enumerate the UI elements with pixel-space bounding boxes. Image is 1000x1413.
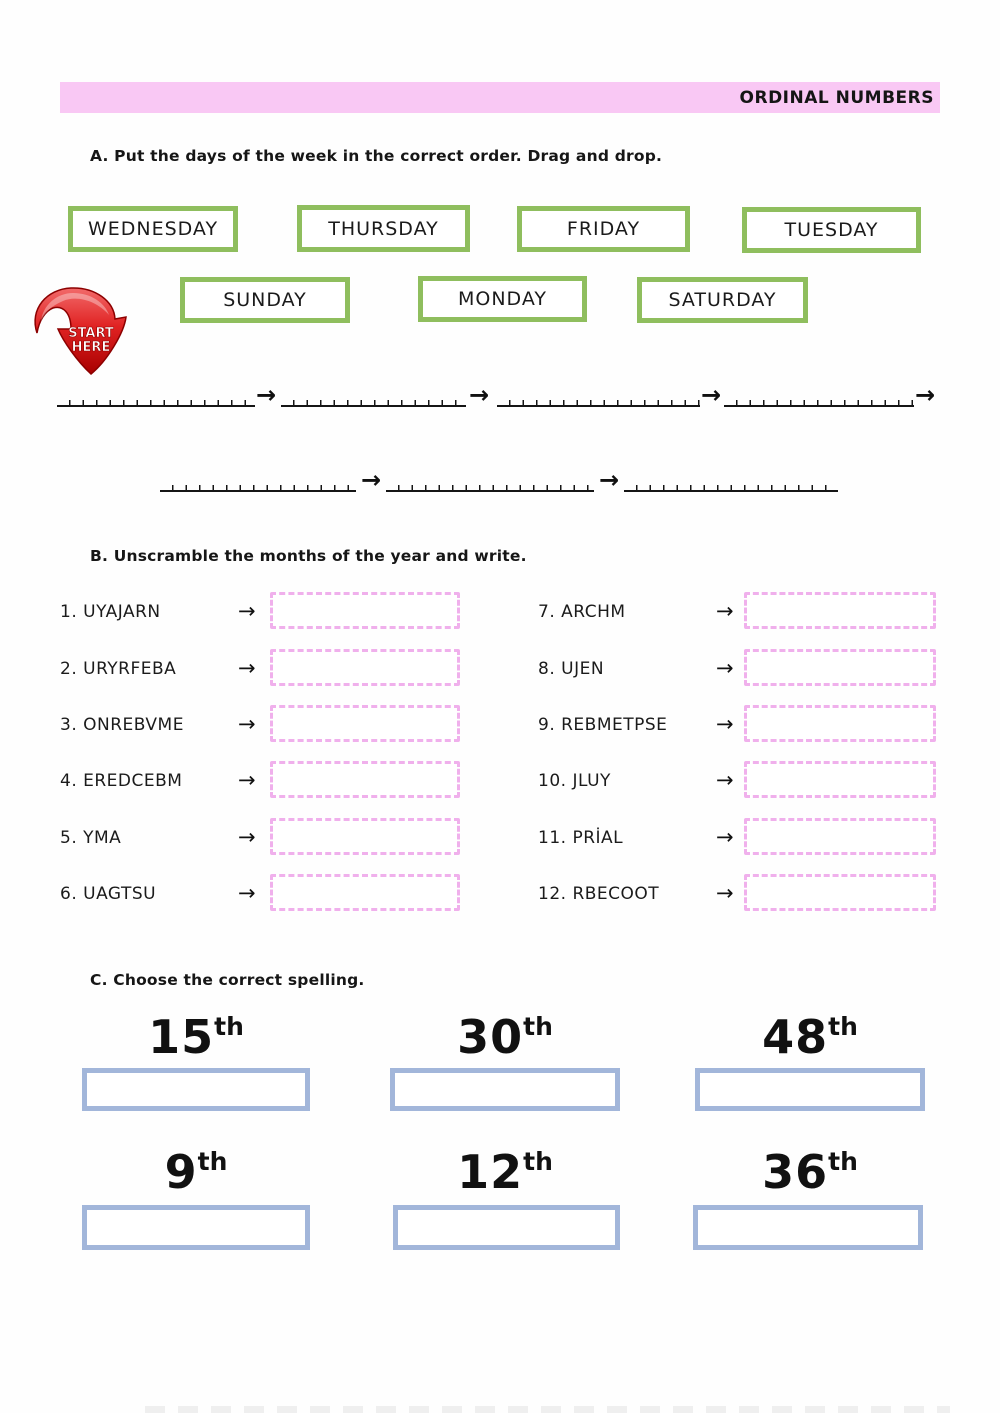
- month-answer-input-4[interactable]: [270, 761, 460, 798]
- spelling-select-48th[interactable]: [695, 1068, 925, 1111]
- spelling-select-9th[interactable]: [82, 1205, 310, 1250]
- arrow-icon: →: [238, 599, 256, 623]
- day-chip-thursday[interactable]: THURSDAY: [297, 205, 470, 252]
- answer-blank-5[interactable]: [160, 470, 356, 492]
- month-answer-input-3[interactable]: [270, 705, 460, 742]
- section-a-heading: A. Put the days of the week in the correct order. Drag and drop.: [90, 147, 663, 165]
- day-chip-sunday[interactable]: SUNDAY: [180, 277, 350, 323]
- start-here-label-1: START: [68, 326, 114, 341]
- scrambled-word-3: 3. ONREBVME: [60, 715, 184, 735]
- month-answer-input-7[interactable]: [744, 592, 936, 629]
- scrambled-word-5: 5. YMA: [60, 828, 122, 848]
- arrow-icon: →: [238, 712, 256, 736]
- month-answer-input-1[interactable]: [270, 592, 460, 629]
- arrow-icon: →: [469, 381, 490, 409]
- arrow-icon: →: [716, 881, 734, 905]
- ordinal-number-48th: 48th: [762, 1010, 858, 1064]
- day-chip-monday[interactable]: MONDAY: [418, 276, 587, 322]
- month-answer-input-9[interactable]: [744, 705, 936, 742]
- arrow-icon: →: [716, 599, 734, 623]
- spelling-select-30th[interactable]: [390, 1068, 620, 1111]
- ordinal-number-36th: 36th: [762, 1145, 858, 1199]
- arrow-icon: →: [716, 768, 734, 792]
- spelling-select-12th[interactable]: [393, 1205, 620, 1250]
- arrow-icon: →: [716, 712, 734, 736]
- month-answer-input-6[interactable]: [270, 874, 460, 911]
- page-title: ORDINAL NUMBERS: [739, 87, 934, 108]
- answer-blank-3[interactable]: [497, 385, 700, 407]
- day-chip-saturday[interactable]: SATURDAY: [637, 277, 808, 323]
- ordinal-number-9th: 9th: [164, 1145, 228, 1199]
- arrow-icon: →: [238, 881, 256, 905]
- arrow-icon: →: [599, 466, 620, 494]
- section-c-heading: C. Choose the correct spelling.: [90, 971, 365, 989]
- arrow-icon: →: [915, 381, 936, 409]
- day-chip-friday[interactable]: FRIDAY: [517, 206, 690, 252]
- answer-blank-4[interactable]: [724, 385, 914, 407]
- answer-blank-7[interactable]: [624, 470, 838, 492]
- start-here-label-2: HERE: [71, 340, 111, 355]
- arrow-icon: →: [238, 656, 256, 680]
- answer-blank-6[interactable]: [386, 470, 594, 492]
- scrambled-word-4: 4. EREDCEBM: [60, 771, 183, 791]
- spelling-select-36th[interactable]: [693, 1205, 923, 1250]
- month-answer-input-11[interactable]: [744, 818, 936, 855]
- scrambled-word-1: 1. UYAJARN: [60, 602, 161, 622]
- arrow-icon: →: [716, 656, 734, 680]
- day-chip-wednesday[interactable]: WEDNESDAY: [68, 206, 238, 252]
- month-answer-input-2[interactable]: [270, 649, 460, 686]
- scrambled-word-2: 2. URYRFEBA: [60, 659, 177, 679]
- ordinal-number-30th: 30th: [457, 1010, 553, 1064]
- ordinal-number-12th: 12th: [457, 1145, 553, 1199]
- scrambled-word-6: 6. UAGTSU: [60, 884, 157, 904]
- answer-blank-2[interactable]: [281, 385, 466, 407]
- arrow-icon: →: [701, 381, 722, 409]
- month-answer-input-12[interactable]: [744, 874, 936, 911]
- arrow-icon: →: [716, 825, 734, 849]
- ordinal-number-15th: 15th: [148, 1010, 244, 1064]
- arrow-icon: →: [238, 825, 256, 849]
- scrambled-word-8: 8. UJEN: [538, 659, 605, 679]
- month-answer-input-8[interactable]: [744, 649, 936, 686]
- answer-blank-1[interactable]: [57, 385, 255, 407]
- scrambled-word-9: 9. REBMETPSE: [538, 715, 668, 735]
- section-b-heading: B. Unscramble the months of the year and write.: [90, 547, 527, 565]
- scrambled-word-10: 10. JLUY: [538, 771, 611, 791]
- arrow-icon: →: [238, 768, 256, 792]
- title-bar: [60, 82, 940, 113]
- day-chip-tuesday[interactable]: TUESDAY: [742, 207, 921, 253]
- start-here-arrow: [27, 281, 131, 377]
- arrow-icon: →: [256, 381, 277, 409]
- scrambled-word-7: 7. ARCHM: [538, 602, 626, 622]
- cutoff-text-strip: [145, 1406, 950, 1413]
- scrambled-word-11: 11. PRİAL: [538, 828, 624, 848]
- arrow-icon: →: [361, 466, 382, 494]
- month-answer-input-5[interactable]: [270, 818, 460, 855]
- month-answer-input-10[interactable]: [744, 761, 936, 798]
- scrambled-word-12: 12. RBECOOT: [538, 884, 660, 904]
- spelling-select-15th[interactable]: [82, 1068, 310, 1111]
